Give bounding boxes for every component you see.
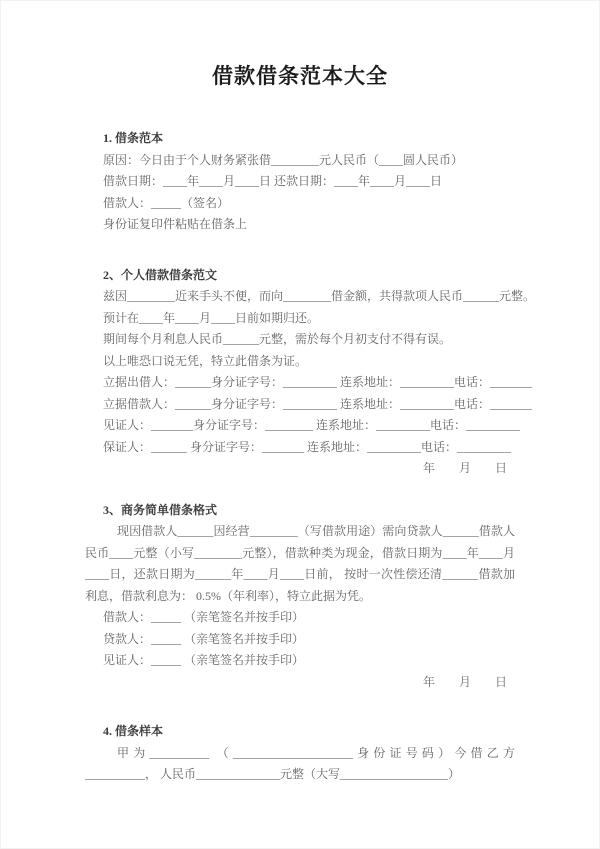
form-line: 借款人：_____（签名）	[103, 195, 230, 210]
date-line: 年 月 日	[422, 461, 507, 475]
form-line: 见证人：_______身分证字号：________ 连系地址：_________电话：_________	[103, 418, 521, 432]
page-title: 借款借条范本大全	[212, 64, 388, 88]
section-heading: 3、商务简单借条格式	[103, 502, 218, 517]
section-heading: 4. 借条样本	[103, 724, 164, 738]
form-line: 借款日期：____年____月____日 还款日期：____年____月____日	[103, 174, 443, 188]
form-line: 贷款人：_____ （亲笔签名并按手印）	[103, 631, 305, 646]
form-line: 立据借款人：______身分证字号：_________ 连系地址：_________电话：_______	[103, 396, 533, 411]
section-heading: 1. 借条范本	[103, 131, 164, 145]
section-personal-iou	[85, 265, 536, 480]
section-iou-template	[85, 128, 515, 236]
section-business-iou	[85, 500, 515, 694]
date-line: 年 月 日	[422, 674, 507, 689]
form-line: 立据出借人：______身分证字号：_________ 连系地址：_________电话：_______	[103, 375, 533, 389]
form-line: 借款人：_____ （亲笔签名并按手印）	[103, 610, 305, 624]
form-line: 保证人：______ 身分证字号：_______ 连系地址：_________电话：_________	[103, 439, 512, 454]
paragraph: 现因借款人______因经营________（写借款用途）需向贷款人______借款人民币____元整（小写________元整），借款种类为现金，借款日期为____年____月____日，还款日期为______年____月____日前， 按时一次性偿还清______借款加利息，借款利息为： 0.5%（年利率），特立此据为凭。	[85, 524, 515, 603]
form-line: 原因：今日由于个人财务紧张借________元人民币（____圆人民币）	[103, 152, 464, 167]
form-line: 身份证复印件粘贴在借条上	[103, 217, 248, 231]
section-heading: 2、个人借款借条范文	[103, 267, 218, 282]
form-line: 兹因________近来手头不便，而向________借金额，共得款项人民币______元整。	[103, 289, 536, 303]
section-iou-sample	[85, 721, 515, 786]
form-line: 以上唯恐口说无凭，特立此借条为证。	[103, 353, 308, 368]
form-line: 期间每个月利息人民币______元整，需於每个月初支付不得有误。	[103, 332, 452, 346]
form-line: 见证人：_____ （亲笔签名并按手印）	[103, 653, 305, 667]
form-line: 预计在____年____月____日前如期归还。	[103, 310, 320, 325]
paragraph: 甲为__________ （____________________身份证号码）今借乙方__________， 人民币______________元整（大写__________________）	[85, 745, 515, 781]
